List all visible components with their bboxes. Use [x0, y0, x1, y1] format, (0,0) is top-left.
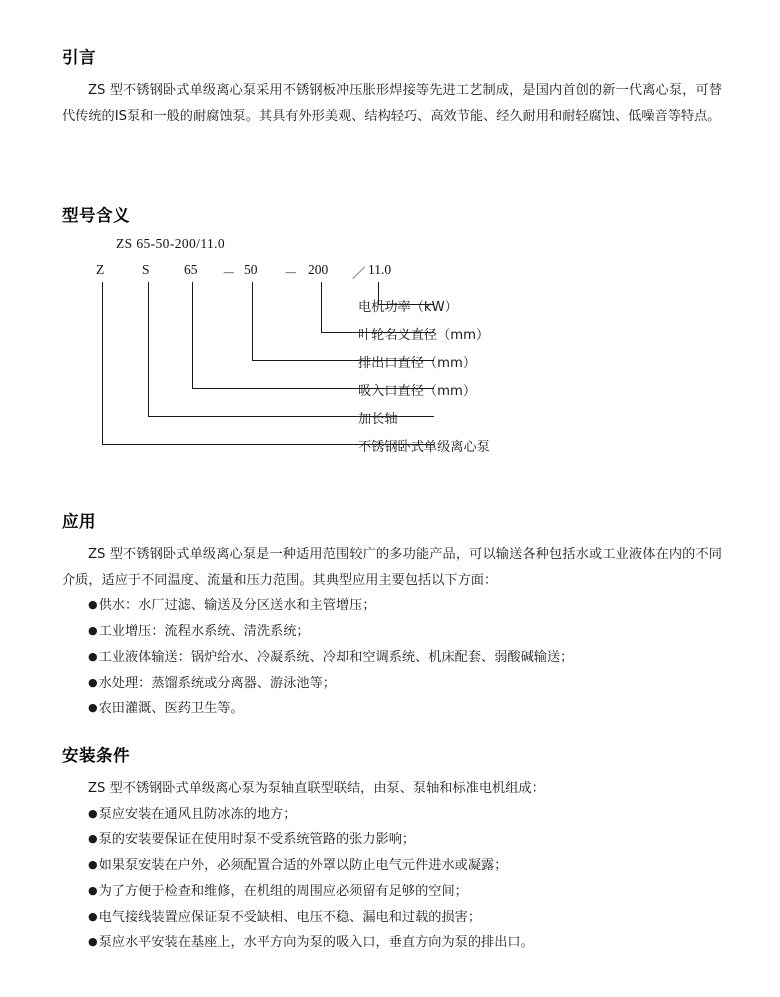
list-item	[88, 593, 722, 619]
model-segment-50: 50	[244, 262, 258, 277]
list-item	[88, 696, 722, 722]
list-item	[88, 802, 722, 828]
bullet-dot-icon: ●	[88, 675, 98, 689]
model-code-diagram	[62, 236, 722, 466]
leader-line-impeller-vertical	[321, 282, 322, 332]
model-segment-dash2: －	[284, 266, 298, 281]
callout-label-shaft: 加长轴	[358, 412, 398, 427]
bullet-dot-icon: ●	[88, 909, 98, 923]
list-item-text: 农田灌溉、医药卫生等。	[98, 701, 244, 717]
list-item	[88, 619, 722, 645]
section-install-conditions	[62, 742, 722, 956]
callout-label-pump: 不锈钢卧式单级离心泵	[358, 440, 490, 455]
callout-label-impeller: 叶轮名义直径（mm）	[358, 328, 490, 343]
bullet-dot-icon: ●	[88, 806, 98, 820]
application-bullet-list	[62, 593, 722, 722]
model-segment-200: 200	[308, 262, 329, 277]
list-item-text: 如果泵安装在户外，必须配置合适的外罩以防止电气元件进水或凝露；	[98, 858, 508, 874]
model-segment-dash1: －	[222, 266, 236, 281]
list-item	[88, 905, 722, 931]
list-item-text: 水处理：蒸馏系统或分离器、游泳池等；	[98, 675, 336, 691]
section-heading-application: 应用	[62, 512, 96, 531]
list-item-text: 电气接线装置应保证泵不受缺相、电压不稳、漏电和过载的损害；	[98, 909, 482, 925]
callout-label-power: 电机功率（kW）	[358, 300, 458, 315]
list-item	[88, 879, 722, 905]
list-item-text: 泵应水平安装在基座上，水平方向为泵的吸入口，垂直方向为泵的排出口。	[98, 935, 534, 951]
section-application	[62, 508, 722, 722]
list-item	[88, 853, 722, 879]
bullet-dot-icon: ●	[88, 598, 98, 612]
model-segment-z: Z	[96, 262, 105, 277]
install-bullet-list	[62, 802, 722, 956]
section-heading-install: 安装条件	[62, 746, 130, 765]
list-item-text: 供水：水厂过滤、输送及分区送水和主管增压；	[98, 598, 376, 614]
list-item-text: 工业增压：流程水系统、清洗系统；	[98, 624, 310, 640]
callout-label-inlet: 吸入口直径（mm）	[358, 384, 477, 399]
intro-paragraph: ZS 型不锈钢卧式单级离心泵采用不锈钢板冲压胀形焊接等先进工艺制成，是国内首创的新一代离心泵，可替代传统的IS泵和一般的耐腐蚀泵。其具有外形美观、结构轻巧、高效节能、经久耐用和耐轻腐蚀、低噪音等特点。	[62, 83, 722, 124]
list-item	[88, 645, 722, 671]
section-heading-model: 型号含义	[62, 206, 130, 225]
section-heading-intro: 引言	[62, 48, 96, 67]
bullet-dot-icon: ●	[88, 624, 98, 638]
leader-line-inlet-vertical	[192, 282, 193, 388]
model-segment-slash: ／	[352, 266, 366, 281]
list-item-text: 泵应安装在通风且防冰冻的地方；	[98, 806, 297, 822]
callout-label-outlet: 排出口直径（mm）	[358, 356, 477, 371]
model-code-text: ZS 65-50-200/11.0	[116, 236, 226, 251]
leader-line-outlet-vertical	[252, 282, 253, 360]
bullet-dot-icon: ●	[88, 883, 98, 897]
list-item-text: 泵的安装要保证在使用时泵不受系统管路的张力影响；	[98, 832, 416, 848]
list-item-text: 为了方便于检查和维修，在机组的周围应必须留有足够的空间；	[98, 883, 468, 899]
application-paragraph: ZS 型不锈钢卧式单级离心泵是一种适用范围较广的多功能产品，可以输送各种包括水或工业液体在内的不同介质，适应于不同温度、流量和压力范围。其典型应用主要包括以下方面：	[62, 547, 722, 588]
model-segment-65: 65	[184, 262, 198, 277]
bullet-dot-icon: ●	[88, 701, 98, 715]
model-segment-s: S	[142, 262, 150, 277]
bullet-dot-icon: ●	[88, 935, 98, 949]
install-paragraph: ZS 型不锈钢卧式单级离心泵为泵轴直联型联结，由泵、泵轴和标准电机组成：	[88, 781, 545, 796]
section-intro	[62, 44, 722, 129]
bullet-dot-icon: ●	[88, 858, 98, 872]
leader-line-shaft-vertical	[148, 282, 149, 416]
list-item	[88, 930, 722, 956]
list-item	[88, 671, 722, 697]
list-item	[88, 827, 722, 853]
list-item-text: 工业液体输送：锅炉给水、冷凝系统、冷却和空调系统、机床配套、弱酸碱输送；	[98, 649, 574, 665]
bullet-dot-icon: ●	[88, 649, 98, 663]
leader-line-pump-vertical	[102, 282, 103, 444]
model-segment-110: 11.0	[368, 262, 392, 277]
bullet-dot-icon: ●	[88, 832, 98, 846]
section-model-meaning	[62, 202, 722, 466]
